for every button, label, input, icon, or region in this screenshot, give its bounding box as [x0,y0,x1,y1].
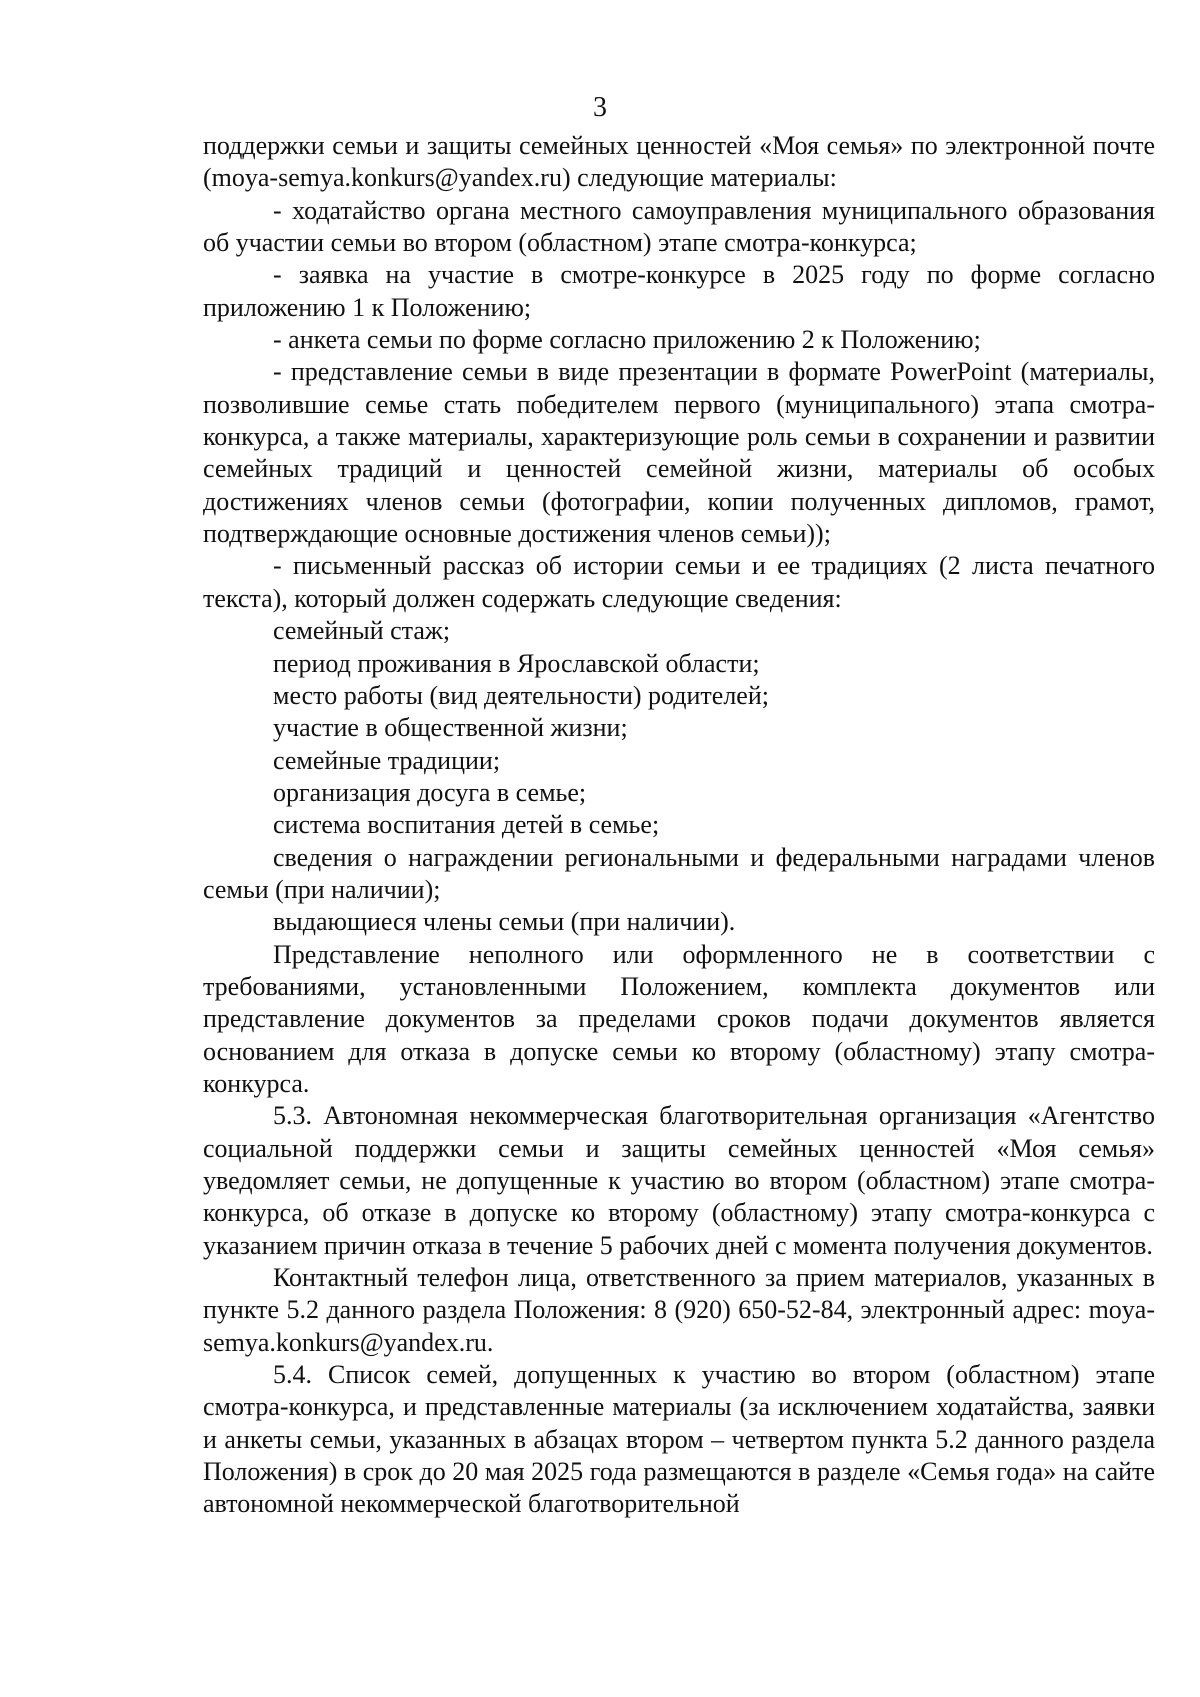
info-item: семейный стаж; [273,616,451,646]
info-item: семейные традиции; [273,745,501,775]
document-body [203,130,1155,1521]
info-item: период проживания в Ярославской области; [273,648,760,678]
page-number: 3 [593,92,607,123]
list-item-written-story: - письменный рассказ об истории семьи и ее традициях (2 листа печатного текста), который должен содержать следующие сведения: [203,551,1155,613]
paragraph-contact: Контактный телефон лица, ответственного за прием материалов, указанных в пункте 5.2 данного раздела Положения: 8 (920) 650-52-84, электронный адрес: moya-semya.konkurs@yandex.ru. [203,1263,1155,1357]
paragraph-rejection-grounds: Представление неполного или оформленного не в соответствии с требованиями, установленными Положением, комплекта документов или представление документов за пределами сроков подачи документов является основанием для отказа в допуске семьи ко второму (областному) этапу смотра-конкурса. [203,939,1155,1098]
list-item-questionnaire: - анкета семьи по форме согласно приложению 2 к Положению; [273,325,981,355]
paragraph-5-4: 5.4. Список семей, допущенных к участию во втором (областном) этапе смотра-конкурса, и представленные материалы (за исключением ходатайства, заявки и анкеты семьи, указанных в абзацах втором – четвертом пункта 5.2 данного раздела Положения) в срок до 20 мая 2025 года размещаются в разделе «Семья года» на сайте автономной некоммерческой благотворительной [203,1360,1155,1519]
list-item-petition: - ходатайство органа местного самоуправления муниципального образования об участии семьи во втором (областном) этапе смотра-конкурса; [203,195,1155,258]
paragraph: поддержки семьи и защиты семейных ценностей «Моя семья» по электронной почте (moya-semya.konkurs@yandex.ru) следующие материалы: [203,131,1155,193]
paragraph-5-3: 5.3. Автономная некоммерческая благотворительная организация «Агентство социальной поддержки семьи и защиты семейных ценностей «Моя семья» уведомляет семьи, не допущенные к участию во втором (областном) этапе смотра-конкурса, об отказе в допуске ко второму (областному) этапу смотра-конкурса с указанием причин отказа в течение 5 рабочих дней с момента получения документов. [203,1101,1155,1260]
info-item: выдающиеся члены семьи (при наличии). [273,907,736,937]
info-item: участие в общественной жизни; [273,713,628,743]
info-item: место работы (вид деятельности) родителей; [273,680,769,710]
info-item: система воспитания детей в семье; [273,810,660,840]
list-item-application: - заявка на участие в смотре-конкурсе в 2025 году по форме согласно приложению 1 к Положению; [203,260,1155,322]
info-item: сведения о награждении региональными и федеральными наградами членов семьи (при наличии); [203,842,1155,904]
info-item: организация досуга в семье; [273,777,587,807]
list-item-presentation: - представление семьи в виде презентации в формате PowerPoint (материалы, позволившие семье стать победителем первого (муниципального) этапа смотра-конкурса, а также материалы, характеризующие роль семьи в сохранении и развитии семейных традиций и ценностей семейной жизни, материалы об особых достижениях членов семьи (фотографии, копии полученных дипломов, грамот, подтверждающие основные достижения членов семьи)); [203,357,1155,549]
